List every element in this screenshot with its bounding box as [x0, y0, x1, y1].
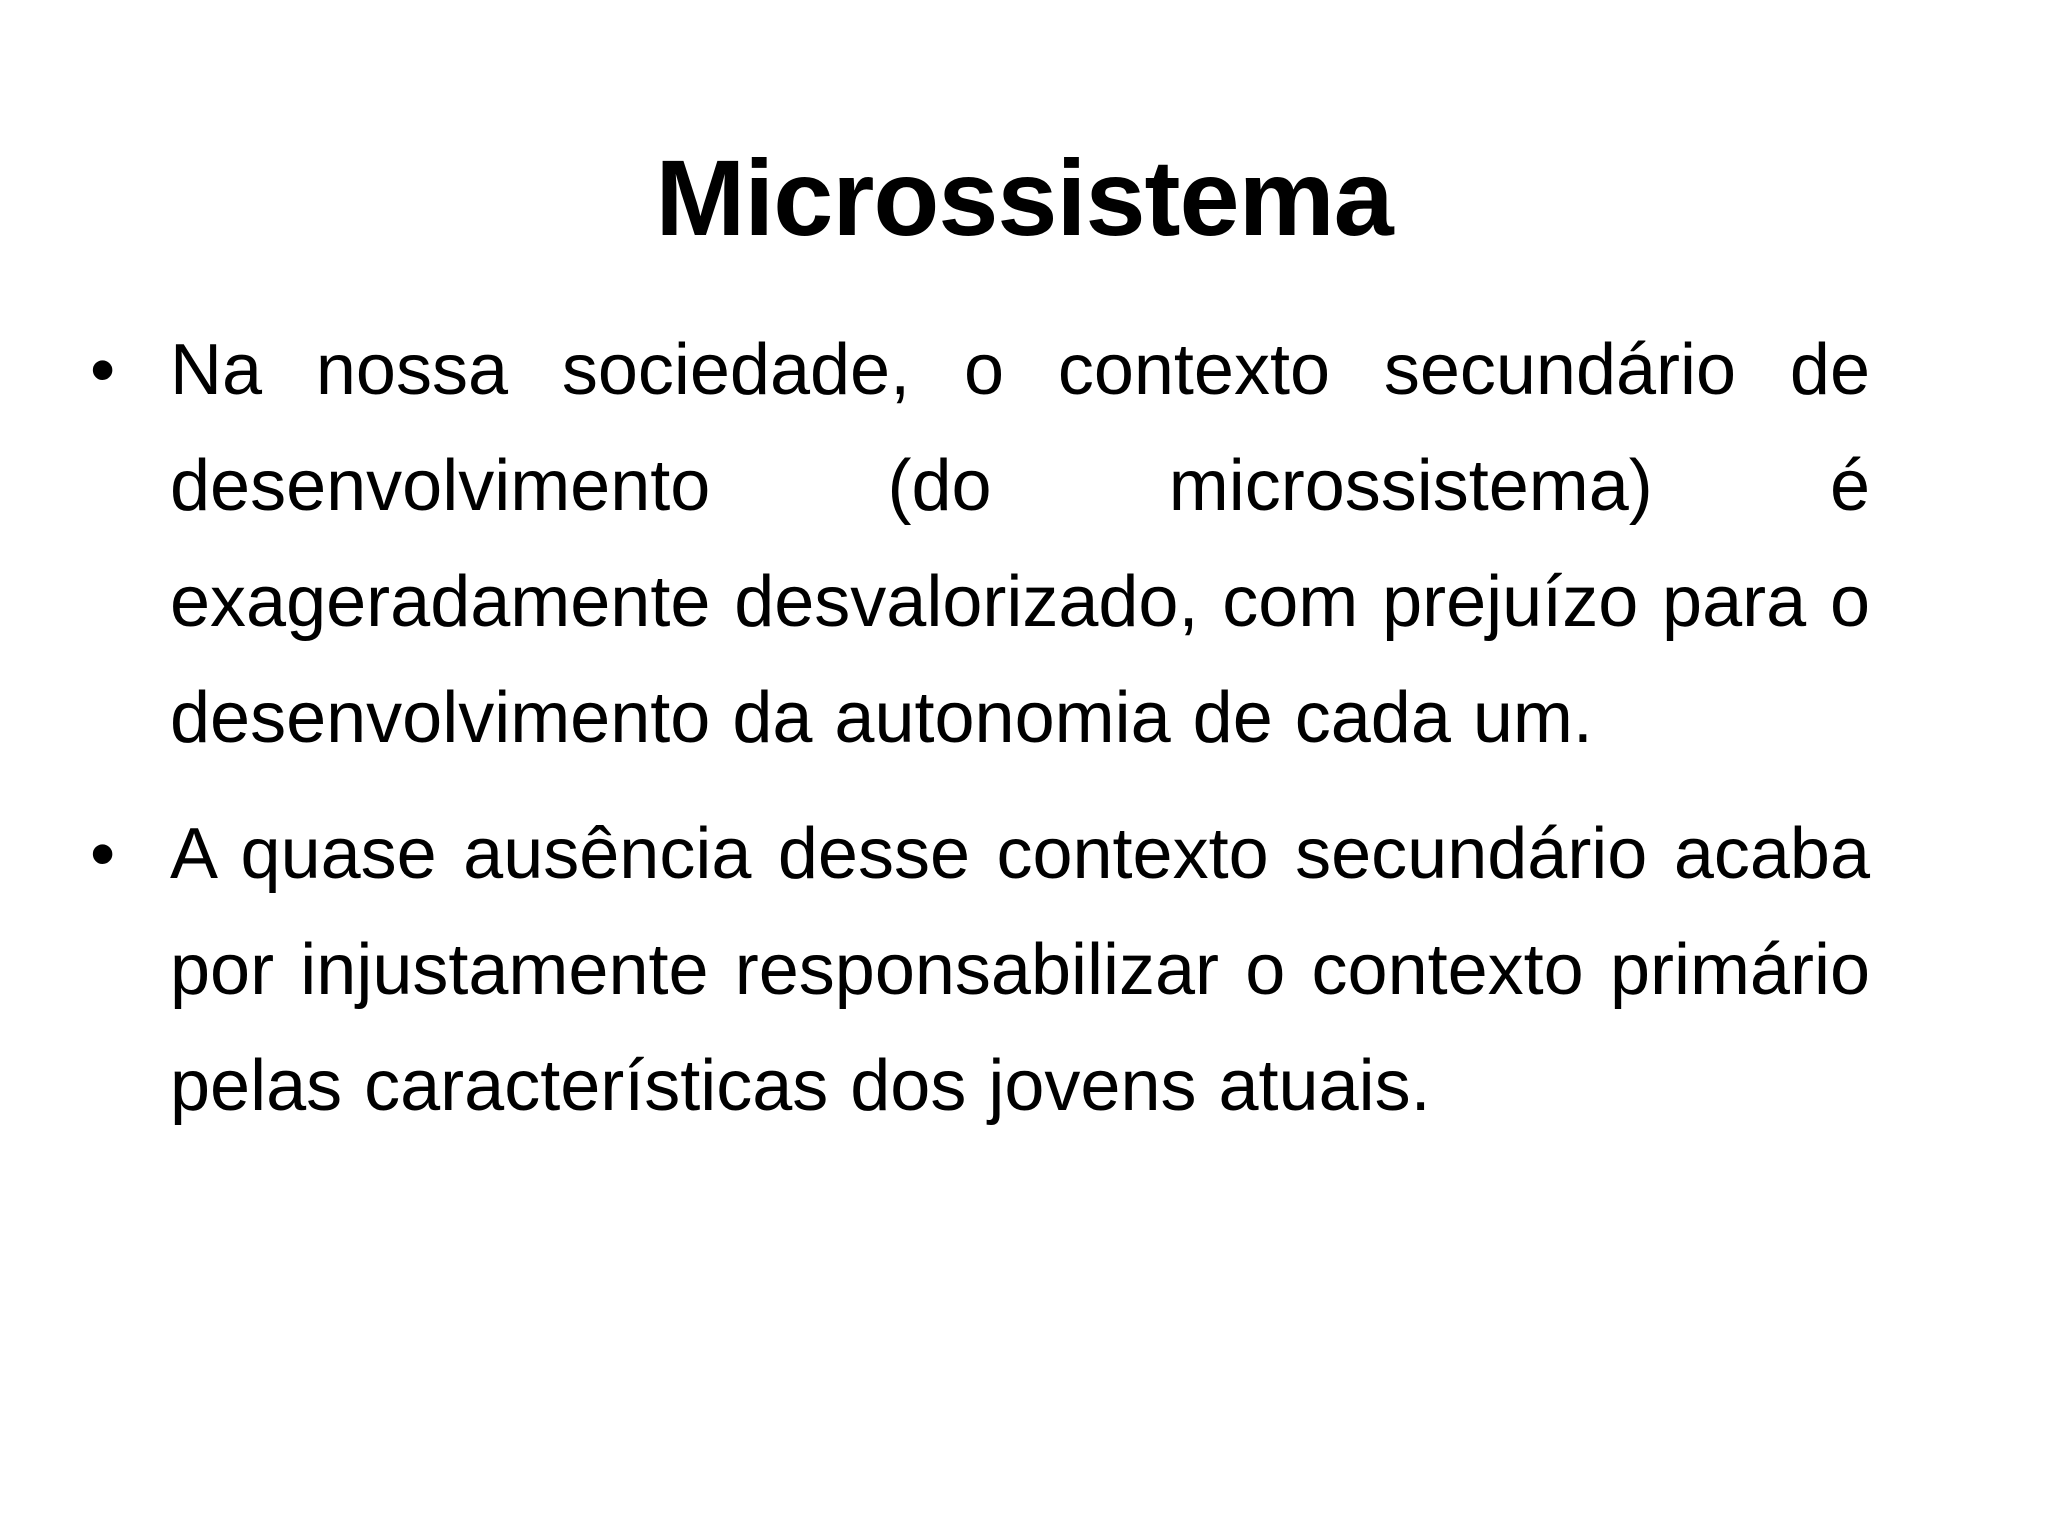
bullet-list — [80, 312, 1870, 1164]
bullet-item — [80, 796, 1870, 1144]
bullet-text: A quase ausência desse contexto secundário acaba por injustamente responsabilizar o contexto primário pelas características dos jovens atuais. — [170, 814, 1870, 1126]
bullet-dot-icon: • — [90, 330, 116, 410]
bullet-item — [80, 312, 1870, 776]
bullet-dot-icon: • — [90, 814, 116, 894]
bullet-text: Na nossa sociedade, o contexto secundário de desenvolvimento (do microssistema) é exageradamente desvalorizado, com prejuízo para o desenvolvimento da autonomia de cada um. — [170, 330, 1870, 758]
slide-title: Microssistema — [655, 137, 1393, 258]
